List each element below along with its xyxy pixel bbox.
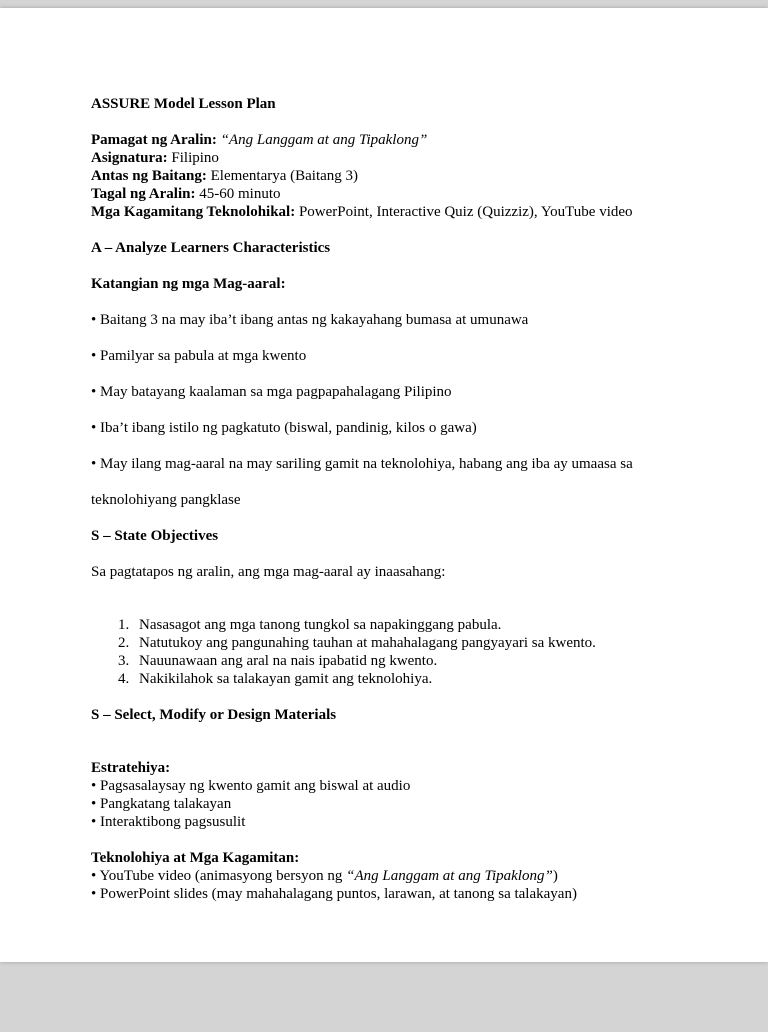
meta-line-antas bbox=[91, 167, 688, 185]
meta-line-asignatura bbox=[91, 149, 688, 167]
meta-line-kagamitan bbox=[91, 203, 688, 221]
meta-label: Mga Kagamitang Teknolohikal: bbox=[91, 204, 296, 220]
objective-text: Natutukoy ang pangunahing tauhan at mahahalagang pangyayari sa kwento. bbox=[139, 635, 596, 651]
meta-label: Asignatura: bbox=[91, 150, 168, 166]
meta-line-pamagat bbox=[91, 131, 688, 149]
meta-value: PowerPoint, Interactive Quiz (Quizziz), YouTube video bbox=[298, 204, 633, 220]
objective-item bbox=[118, 616, 688, 634]
objective-number: 1. bbox=[118, 617, 130, 633]
bullet-line: • May batayang kaalaman sa mga pagpapahalagang Pilipino bbox=[91, 384, 452, 400]
bullet-line: • Interaktibong pagsusulit bbox=[91, 814, 246, 830]
bullet-line: • Pamilyar sa pabula at mga kwento bbox=[91, 348, 307, 364]
objectives-list bbox=[91, 616, 688, 688]
bullet-text: ) bbox=[552, 868, 558, 884]
section-subheading-katangian: Katangian ng mga Mag-aaral: bbox=[91, 276, 286, 292]
bullet-line: • Pagsasalaysay ng kwento gamit ang biswal at audio bbox=[91, 778, 411, 794]
meta-value: “Ang Langgam at ang Tipaklong” bbox=[220, 132, 428, 148]
meta-label: Pamagat ng Aralin: bbox=[91, 132, 217, 148]
objectives-intro: Sa pagtatapos ng aralin, ang mga mag-aaral ay inaasahang: bbox=[91, 564, 446, 580]
bullet-line bbox=[91, 885, 688, 903]
meta-label: Tagal ng Aralin: bbox=[91, 186, 196, 202]
objective-text: Nasasagot ang mga tanong tungkol sa napakinggang pabula. bbox=[139, 617, 502, 633]
section-heading-select-materials: S – Select, Modify or Design Materials bbox=[91, 707, 337, 723]
meta-value: 45-60 minuto bbox=[199, 186, 281, 202]
meta-value: Elementarya (Baitang 3) bbox=[210, 168, 359, 184]
bullet-text: • PowerPoint slides (may mahahalagang puntos, larawan, at tanong sa talakayan) bbox=[91, 886, 577, 902]
bullet-line bbox=[91, 867, 688, 885]
bullet-continuation-line: teknolohiyang pangklase bbox=[91, 492, 241, 508]
bullet-italic-title: “Ang Langgam at ang Tipaklong” bbox=[346, 868, 553, 884]
meta-value: Filipino bbox=[171, 150, 219, 166]
objective-number: 3. bbox=[118, 653, 130, 669]
objective-item bbox=[118, 670, 688, 688]
section-heading-state-objectives: S – State Objectives bbox=[91, 528, 219, 544]
meta-label: Antas ng Baitang: bbox=[91, 168, 207, 184]
objective-number: 2. bbox=[118, 635, 130, 651]
bullet-line: • Iba’t ibang istilo ng pagkatuto (biswal, pandinig, kilos o gawa) bbox=[91, 420, 477, 436]
bullet-line: • Pangkatang talakayan bbox=[91, 796, 232, 812]
estratehiya-heading: Estratehiya: bbox=[91, 760, 171, 776]
bullet-text: • YouTube video (animasyong bersyon ng bbox=[91, 868, 347, 884]
objective-text: Nauunawaan ang aral na nais ipabatid ng kwento. bbox=[139, 653, 438, 669]
meta-line-tagal bbox=[91, 185, 688, 203]
document-page bbox=[0, 8, 768, 962]
objective-item bbox=[118, 634, 688, 652]
viewer-background bbox=[0, 8, 768, 1032]
bullet-line: • Baitang 3 na may iba’t ibang antas ng kakayahang bumasa at umunawa bbox=[91, 312, 529, 328]
bullet-line: • May ilang mag-aaral na may sariling gamit na teknolohiya, habang ang iba ay umaasa sa bbox=[91, 456, 633, 472]
objective-text: Nakikilahok sa talakayan gamit ang teknolohiya. bbox=[139, 671, 433, 687]
document-title: ASSURE Model Lesson Plan bbox=[91, 96, 276, 112]
objective-item bbox=[118, 652, 688, 670]
teknolohiya-heading: Teknolohiya at Mga Kagamitan: bbox=[91, 850, 300, 866]
section-heading-analyze: A – Analyze Learners Characteristics bbox=[91, 240, 331, 256]
objective-number: 4. bbox=[118, 671, 130, 687]
